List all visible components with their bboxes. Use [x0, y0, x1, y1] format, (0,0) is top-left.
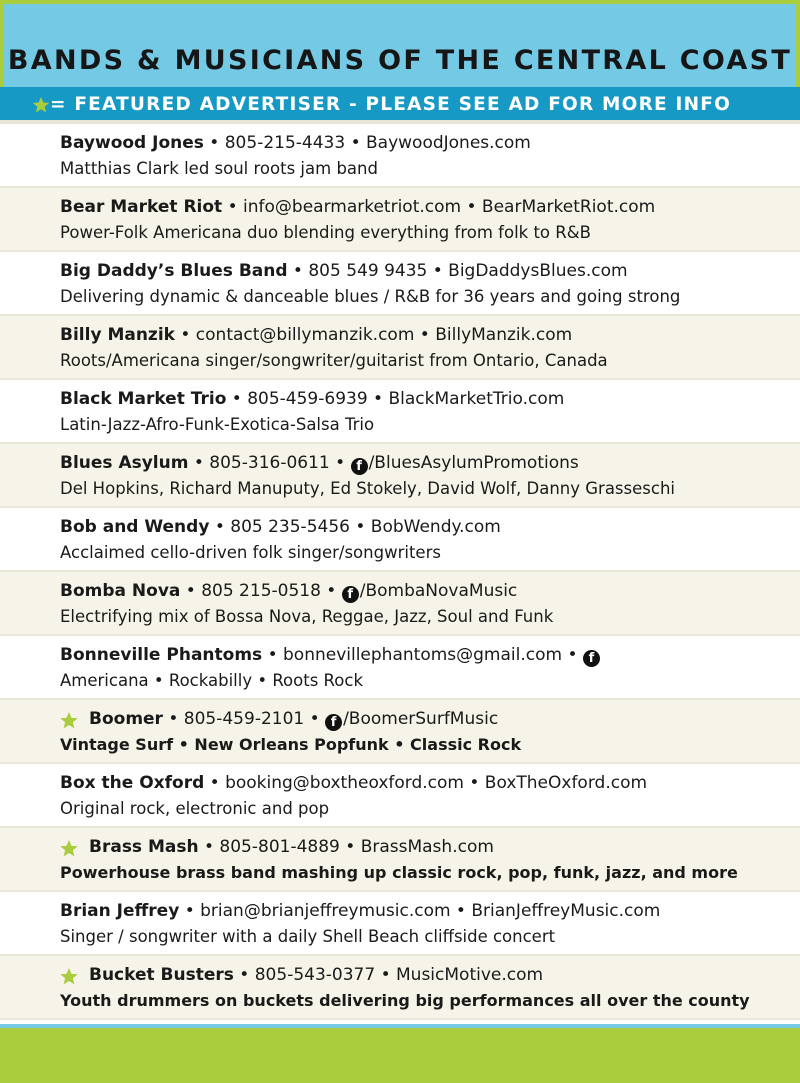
band-description: Roots/Americana singer/songwriter/guitarist from Ontario, Canada [60, 351, 608, 370]
list-item [0, 252, 800, 316]
band-contact: • bonnevillephantoms@gmail.com • [262, 645, 583, 665]
list-item [0, 508, 800, 572]
entry-contact-line [60, 452, 579, 475]
band-contact: • info@bearmarketriot.com • BearMarketRiot.com [222, 197, 656, 217]
list-item [0, 124, 800, 188]
facebook-handle: /BluesAsylumPromotions [368, 453, 579, 473]
band-name: Bucket Busters [89, 965, 234, 985]
band-contact: • contact@billymanzik.com • BillyManzik.com [174, 325, 573, 345]
band-description: Electrifying mix of Bossa Nova, Reggae, Jazz, Soul and Funk [60, 607, 554, 626]
featured-banner [0, 87, 800, 124]
list-item [0, 764, 800, 828]
featured-star-icon [59, 711, 79, 730]
list-item [0, 572, 800, 636]
band-contact: • brian@brianjeffreymusic.com • BrianJeffreyMusic.com [179, 901, 661, 921]
band-contact: • 805-801-4889 • BrassMash.com [198, 837, 494, 857]
facebook-handle: /BombaNovaMusic [359, 581, 518, 601]
entry-contact-line [60, 260, 628, 282]
band-contact: • 805-215-4433 • BaywoodJones.com [203, 133, 531, 153]
band-name: Black Market Trio [60, 389, 227, 409]
band-name: Brian Jeffrey [60, 901, 180, 921]
entry-contact-line [89, 708, 498, 731]
band-name: Bear Market Riot [60, 197, 223, 217]
facebook-icon: f [351, 458, 368, 475]
list-item [0, 380, 800, 444]
band-name: Billy Manzik [60, 325, 175, 345]
band-contact: • 805 235-5456 • BobWendy.com [209, 517, 501, 537]
band-name: Brass Mash [89, 837, 199, 857]
band-name: Baywood Jones [60, 133, 204, 153]
header [0, 0, 800, 87]
band-description: Matthias Clark led soul roots jam band [60, 159, 378, 178]
band-name: Boomer [89, 709, 163, 729]
facebook-icon: f [583, 650, 600, 667]
list-item [0, 188, 800, 252]
list-item [0, 316, 800, 380]
list-item [0, 700, 800, 764]
footer-bar [0, 1024, 800, 1083]
band-description: Delivering dynamic & danceable blues / R&B for 36 years and going strong [60, 287, 681, 306]
entry-contact-line [60, 388, 564, 410]
band-name: Bonneville Phantoms [60, 645, 263, 665]
band-description: Latin-Jazz-Afro-Funk-Exotica-Salsa Trio [60, 415, 375, 434]
band-list [0, 124, 800, 1020]
entry-contact-line [60, 132, 531, 154]
featured-star-icon [59, 967, 79, 986]
band-name: Big Daddy’s Blues Band [60, 261, 288, 281]
list-item [0, 956, 800, 1020]
band-description: Powerhouse brass band mashing up classic rock, pop, funk, jazz, and more [60, 863, 738, 882]
band-description: Youth drummers on buckets delivering big performances all over the county [60, 991, 750, 1010]
band-description: Vintage Surf • New Orleans Popfunk • Classic Rock [60, 735, 522, 754]
entry-contact-line [60, 772, 647, 794]
band-description: Power-Folk Americana duo blending everything from folk to R&B [60, 223, 591, 242]
list-item [0, 636, 800, 700]
band-name: Box the Oxford [60, 773, 205, 793]
list-item [0, 828, 800, 892]
band-name: Bomba Nova [60, 581, 181, 601]
band-contact: • booking@boxtheoxford.com • BoxTheOxford.com [204, 773, 648, 793]
entry-contact-line [60, 324, 572, 346]
list-item [0, 444, 800, 508]
facebook-handle: /BoomerSurfMusic [343, 709, 499, 729]
entry-contact-line [89, 964, 543, 986]
entry-contact-line [89, 836, 494, 858]
page-title: BANDS & MUSICIANS OF THE CENTRAL COAST [7, 45, 793, 76]
entry-contact-line [60, 516, 501, 538]
band-description: Singer / songwriter with a daily Shell Beach cliffside concert [60, 927, 556, 946]
band-contact: • 805 215-0518 • [180, 581, 342, 601]
band-description: Americana • Rockabilly • Roots Rock [60, 671, 364, 690]
featured-banner-text: = FEATURED ADVERTISER - PLEASE SEE AD FOR MORE INFO [50, 94, 732, 115]
band-name: Bob and Wendy [60, 517, 210, 537]
entry-contact-line [60, 580, 517, 603]
band-contact: • 805-543-0377 • MusicMotive.com [233, 965, 544, 985]
entry-contact-line [60, 900, 660, 922]
band-description: Del Hopkins, Richard Manuputy, Ed Stokely, David Wolf, Danny Grasseschi [60, 479, 675, 498]
facebook-icon: f [325, 714, 342, 731]
band-contact: • 805-459-6939 • BlackMarketTrio.com [226, 389, 565, 409]
band-description: Acclaimed cello-driven folk singer/songwriters [60, 543, 441, 562]
band-description: Original rock, electronic and pop [60, 799, 330, 818]
entry-contact-line [60, 644, 601, 667]
star-icon [32, 96, 50, 114]
band-contact: • 805 549 9435 • BigDaddysBlues.com [287, 261, 628, 281]
list-item [0, 892, 800, 956]
featured-star-icon [59, 839, 79, 858]
band-name: Blues Asylum [60, 453, 189, 473]
facebook-icon: f [342, 586, 359, 603]
band-contact: • 805-316-0611 • [188, 453, 351, 473]
band-contact: • 805-459-2101 • [162, 709, 326, 729]
entry-contact-line [60, 196, 655, 218]
